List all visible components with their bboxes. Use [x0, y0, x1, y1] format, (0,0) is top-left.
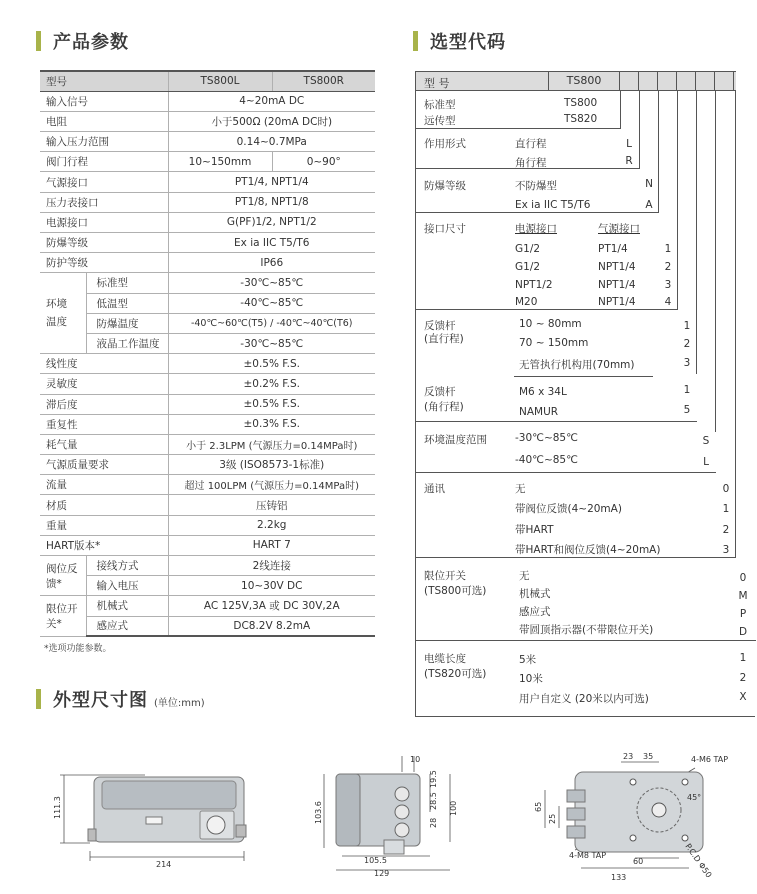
param-label: 电阻	[40, 111, 168, 131]
params-row	[40, 293, 375, 313]
param-value: DC8.2V 8.2mA	[168, 616, 375, 636]
env-temp-label: 环境 温度	[40, 273, 86, 354]
top-dim-c: 60	[633, 857, 644, 866]
code-type-value: TS820	[564, 113, 598, 125]
top-tap-upper: 4-M6 TAP	[691, 755, 729, 764]
code-option: -30℃~85℃	[515, 432, 578, 444]
code-letter: 4	[664, 296, 672, 308]
code-option: M20	[515, 296, 538, 308]
code-option: 无	[515, 483, 526, 495]
code-option: NPT1/2	[515, 279, 553, 291]
code-divider	[416, 557, 736, 558]
params-row	[40, 253, 375, 273]
code-group-label: 环境温度范围	[424, 434, 487, 446]
front-width-dim: 214	[156, 860, 172, 869]
code-port-header: 气源接口	[598, 223, 640, 235]
code-divider	[514, 376, 653, 377]
param-value: PT1/4, NPT1/4	[168, 172, 375, 192]
code-option: 带阀位反馈(4~20mA)	[515, 503, 622, 515]
param-label: 材质	[40, 495, 168, 515]
param-value: 2.2kg	[168, 515, 375, 535]
dims-title: 外型尺寸图	[53, 690, 148, 711]
params-row	[40, 273, 375, 293]
param-value: 2线连接	[168, 556, 375, 576]
param-label: 重复性	[40, 414, 168, 434]
top-dim-height: 65	[534, 801, 543, 812]
param-value: 小于 2.3LPM (气源压力=0.14MPa时)	[168, 434, 375, 454]
code-divider	[416, 309, 678, 310]
top-dim-a: 23	[623, 752, 634, 761]
param-value: G(PF)1/2, NPT1/2	[168, 212, 375, 232]
code-option: Ex ia IIC T5/T6	[515, 199, 591, 211]
code-heading	[413, 30, 506, 52]
code-option: 带圆顶指示器(不带限位开关)	[519, 624, 654, 636]
param-value: 4~20mA DC	[168, 91, 375, 111]
params-row	[40, 596, 375, 616]
code-connector	[620, 91, 621, 128]
params-row	[40, 111, 375, 131]
code-connector	[658, 91, 659, 212]
code-letter: 5	[683, 404, 691, 416]
top-tap-lower: 4-M8 TAP	[569, 851, 607, 860]
params-row	[40, 192, 375, 212]
code-divider	[416, 640, 756, 641]
limit-label: 限位开关*	[40, 596, 86, 636]
param-label: 防护等级	[40, 253, 168, 273]
side-dim-height: 103.6	[314, 801, 323, 824]
param-value: HART 7	[168, 535, 375, 555]
params-row	[40, 91, 375, 111]
heading-accent	[413, 31, 418, 51]
param-label: 防爆温度	[86, 313, 168, 333]
param-value: 小于500Ω (20mA DC时)	[168, 111, 375, 131]
params-title: 产品参数	[53, 32, 129, 53]
param-value: ±0.3% F.S.	[168, 414, 375, 434]
param-value: 0~90°	[272, 152, 375, 172]
code-letter: 1	[664, 243, 672, 255]
code-group-label: 电缆长度	[424, 653, 466, 665]
param-label: 标准型	[86, 273, 168, 293]
code-slot	[639, 72, 658, 90]
code-option: 不防爆型	[515, 180, 557, 192]
code-group-label: 通讯	[424, 483, 445, 495]
code-slot	[658, 72, 677, 90]
code-port-header: 电源接口	[515, 223, 557, 235]
param-value: ±0.5% F.S.	[168, 394, 375, 414]
code-letter: A	[645, 199, 653, 211]
param-value: PT1/8, NPT1/8	[168, 192, 375, 212]
code-option: 70 ~ 150mm	[519, 337, 589, 349]
side-dim-c: 28	[429, 817, 438, 828]
params-row	[40, 434, 375, 454]
code-title: 选型代码	[430, 32, 506, 53]
param-label: 机械式	[86, 596, 168, 616]
top-pcd: P.C.D Φ50	[683, 841, 714, 880]
code-letter: 3	[722, 544, 730, 556]
code-divider	[416, 472, 716, 473]
code-group-label: (角行程)	[424, 401, 464, 413]
params-row	[40, 475, 375, 495]
param-label: 低温型	[86, 293, 168, 313]
code-option: M6 x 34L	[519, 386, 567, 398]
params-row	[40, 354, 375, 374]
params-row	[40, 535, 375, 555]
top-view-drawing	[525, 750, 755, 890]
param-label: 气源质量要求	[40, 455, 168, 475]
side-dim-b: 19.5	[429, 770, 438, 788]
param-value: 0.14~0.7MPa	[168, 132, 375, 152]
params-row	[40, 616, 375, 636]
params-row	[40, 515, 375, 535]
param-value: 压铸铝	[168, 495, 375, 515]
code-option: 机械式	[519, 588, 551, 600]
code-letter: 1	[683, 320, 691, 332]
code-slot	[715, 72, 734, 90]
param-label: 输入压力范围	[40, 132, 168, 152]
code-letter: 3	[683, 357, 691, 369]
code-option: 无	[519, 570, 530, 582]
param-value: 3级 (ISO8573-1标准)	[168, 455, 375, 475]
top-dim-b: 35	[643, 752, 654, 761]
params-row	[40, 132, 375, 152]
params-row	[40, 233, 375, 253]
code-header-row	[416, 71, 736, 91]
code-type-label: 远传型	[424, 115, 456, 127]
params-row	[40, 333, 375, 353]
param-label: 电源接口	[40, 212, 168, 232]
params-row	[40, 152, 375, 172]
params-row	[40, 212, 375, 232]
code-option: 直行程	[515, 138, 547, 150]
code-option: 5米	[519, 654, 537, 666]
code-type-label: 标准型	[424, 99, 456, 111]
param-value: IP66	[168, 253, 375, 273]
params-header-row	[40, 71, 375, 91]
code-group-label: (TS800可选)	[424, 585, 487, 597]
params-table	[40, 70, 375, 637]
param-label: 接线方式	[86, 556, 168, 576]
params-row	[40, 455, 375, 475]
param-label: 线性度	[40, 354, 168, 374]
param-value: 10~150mm	[168, 152, 272, 172]
param-label: 防爆等级	[40, 233, 168, 253]
code-group-label: 作用形式	[424, 138, 466, 150]
params-header-label: 型号	[40, 71, 168, 91]
code-divider	[416, 212, 659, 213]
code-header-model: TS800	[548, 72, 620, 90]
selection-code-table	[415, 71, 755, 717]
param-label: 灵敏度	[40, 374, 168, 394]
code-letter: 1	[683, 384, 691, 396]
params-row	[40, 556, 375, 576]
side-dim-a: 28.5	[429, 792, 438, 810]
params-row	[40, 172, 375, 192]
params-row	[40, 495, 375, 515]
top-dim-width: 133	[611, 873, 627, 882]
side-dim-f: 129	[374, 869, 390, 877]
param-value: 超过 100LPM (气源压力=0.14MPa时)	[168, 475, 375, 495]
param-value: -30℃~85℃	[168, 273, 375, 293]
code-letter: D	[738, 626, 748, 638]
code-group-label: 防爆等级	[424, 180, 466, 192]
code-letter: X	[739, 691, 747, 703]
front-height-dim: 111.3	[53, 796, 62, 819]
code-option: PT1/4	[598, 243, 628, 255]
code-letter: 2	[683, 338, 691, 350]
code-group-label: (TS820可选)	[424, 668, 487, 680]
code-type-value: TS800	[564, 97, 598, 109]
top-angle: 45°	[687, 793, 702, 802]
params-footnote: *选项功能参数。	[44, 644, 112, 654]
code-letter: R	[625, 155, 633, 167]
param-label: 液晶工作温度	[86, 333, 168, 353]
code-letter: 3	[664, 279, 672, 291]
side-dim-d: 100	[449, 800, 458, 816]
param-label: 滞后度	[40, 394, 168, 414]
param-value: ±0.5% F.S.	[168, 354, 375, 374]
code-option: NPT1/4	[598, 279, 636, 291]
params-row	[40, 374, 375, 394]
top-dim-offset: 25	[548, 813, 557, 824]
code-letter: L	[703, 456, 709, 468]
code-option: NAMUR	[519, 406, 559, 418]
code-slot	[677, 72, 696, 90]
code-group-label: 反馈杆	[424, 386, 456, 398]
heading-accent	[36, 31, 41, 51]
code-divider	[416, 128, 621, 129]
code-divider	[416, 421, 697, 422]
dims-unit: (单位:mm)	[154, 697, 205, 709]
param-value: Ex ia IIC T5/T6	[168, 233, 375, 253]
code-letter: N	[645, 178, 653, 190]
code-letter: 2	[722, 524, 730, 536]
code-letter: S	[702, 435, 710, 447]
params-header-col1: TS800L	[168, 71, 272, 91]
code-connector	[696, 91, 697, 374]
code-letter: P	[739, 608, 747, 620]
code-group-label: (直行程)	[424, 333, 464, 345]
front-view-drawing	[50, 765, 260, 870]
param-label: 感应式	[86, 616, 168, 636]
param-label: 气源接口	[40, 172, 168, 192]
code-connector	[735, 91, 736, 557]
side-dim-top: 10	[410, 755, 421, 764]
param-value: -40℃~85℃	[168, 293, 375, 313]
param-value: 10~30V DC	[168, 576, 375, 596]
code-option: -40℃~85℃	[515, 454, 578, 466]
code-group-label: 接口尺寸	[424, 223, 466, 235]
param-value: AC 125V,3A 或 DC 30V,2A	[168, 596, 375, 616]
params-header-col2: TS800R	[272, 71, 375, 91]
code-group-label: 反馈杆	[424, 320, 456, 332]
code-connector	[639, 91, 640, 168]
side-dim-e: 105.5	[364, 856, 387, 865]
code-slot	[696, 72, 715, 90]
code-connector	[715, 91, 716, 432]
code-letter: 2	[664, 261, 672, 273]
param-label: 耗气量	[40, 434, 168, 454]
code-letter: 1	[722, 503, 730, 515]
code-option: G1/2	[515, 261, 541, 273]
param-value: ±0.2% F.S.	[168, 374, 375, 394]
feedback-label: 阀位反馈*	[40, 556, 86, 596]
param-label: HART版本*	[40, 535, 168, 555]
code-letter: 0	[739, 572, 747, 584]
side-view-drawing	[310, 752, 470, 877]
code-option: 10 ~ 80mm	[519, 318, 582, 330]
code-option: 感应式	[519, 606, 551, 618]
dims-heading	[36, 688, 205, 710]
param-label: 重量	[40, 515, 168, 535]
code-letter: 1	[739, 652, 747, 664]
param-value: -30℃~85℃	[168, 333, 375, 353]
param-label: 压力表接口	[40, 192, 168, 212]
code-letter: L	[626, 138, 632, 150]
params-heading	[36, 30, 129, 52]
code-letter: 2	[739, 672, 747, 684]
code-letter: M	[738, 590, 748, 602]
code-letter: 0	[722, 483, 730, 495]
param-label: 输入电压	[86, 576, 168, 596]
param-label: 流量	[40, 475, 168, 495]
params-row	[40, 313, 375, 333]
params-row	[40, 576, 375, 596]
code-connector	[677, 91, 678, 309]
code-option: 带HART和阀位反馈(4~20mA)	[515, 544, 661, 556]
heading-accent	[36, 689, 41, 709]
param-label: 阀门行程	[40, 152, 168, 172]
code-option: 无管执行机构用(70mm)	[519, 359, 635, 371]
params-row	[40, 414, 375, 434]
code-group-label: 限位开关	[424, 570, 466, 582]
code-option: NPT1/4	[598, 296, 636, 308]
code-option: 带HART	[515, 524, 554, 536]
params-row	[40, 394, 375, 414]
code-option: 角行程	[515, 157, 547, 169]
code-option: G1/2	[515, 243, 541, 255]
param-value: -40℃~60℃(T5) / -40℃~40℃(T6)	[168, 313, 375, 333]
param-label: 输入信号	[40, 91, 168, 111]
code-slot	[620, 72, 639, 90]
code-header-label: 型 号	[424, 77, 450, 90]
code-option: NPT1/4	[598, 261, 636, 273]
code-option: 10米	[519, 673, 543, 685]
code-option: 用户自定义 (20米以内可选)	[519, 693, 649, 705]
